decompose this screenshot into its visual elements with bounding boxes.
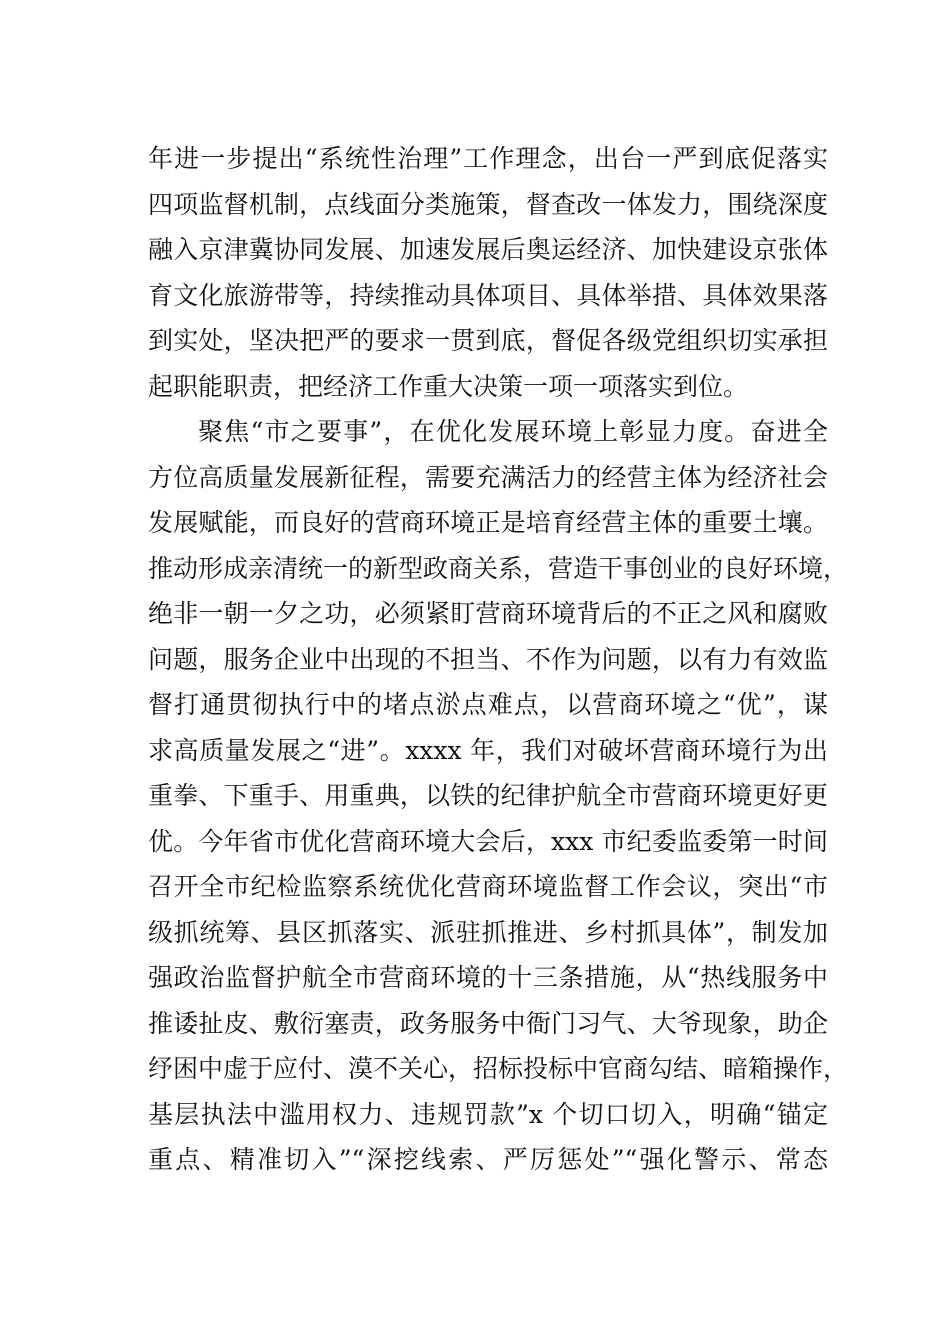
text-line: 重拳、下重手、用重典，以铁的纪律护航全市营商环境更好更 [148,781,828,810]
text-line: 召开全市纪检监察系统优化营商环境监督工作会议，突出“市 [148,872,828,901]
text-line: 督打通贯彻执行中的堵点淤点难点，以营商环境之“优”，谋 [148,690,828,719]
text-line: 推动形成亲清统一的新型政商关系，营造干事创业的良好环境， [148,553,849,583]
text-line: 重点、精准切入”“深挖线索、严厉惩处”“强化警示、常态 [148,1145,828,1174]
text-line: 优。今年省市优化营商环境大会后，xxx 市纪委监委第一时间 [148,826,828,856]
text-line: 融入京津冀协同发展、加速发展后奥运经济、加快建设京张体 [148,235,828,264]
text-line: 级抓统筹、县区抓落实、派驻抓推进、乡村抓具体”，制发加 [148,917,828,947]
text-line: 强政治监督护航全市营商环境的十三条措施，从“热线服务中 [148,963,828,992]
text-line: 到实处，坚决把严的要求一贯到底，督促各级党组织切实承担 [148,326,828,355]
text-line: 起职能职责，把经济工作重大决策一项一项落实到位。 [148,371,749,401]
text-line: 推诿扯皮、敷衍塞责，政务服务中衙门习气、大爷现象，助企 [148,1008,828,1038]
text-line: 基层执法中滥用权力、违规罚款”x 个切口切入，明确“锚定 [148,1099,828,1129]
text-line: 发展赋能，而良好的营商环境正是培育经营主体的重要土壤。 [148,508,828,537]
text-line: 年进一步提出“系统性治理”工作理念，出台一严到底促落实 [148,144,828,173]
body-text [148,136,849,1183]
text-line: 问题，服务企业中出现的不担当、不作为问题，以有力有效监 [148,644,828,674]
text-line: 四项监督机制，点线面分类施策，督查改一体发力，围绕深度 [148,189,828,219]
text-line: 纾困中虚于应付、漠不关心，招标投标中官商勾结、暗箱操作， [148,1054,849,1083]
text-line: 聚焦“市之要事”，在优化发展环境上彰显力度。奋进全 [198,417,828,446]
text-line: 绝非一朝一夕之功，必须紧盯营商环境背后的不正之风和腐败 [148,599,828,628]
text-line: 方位高质量发展新征程，需要充满活力的经营主体为经济社会 [148,462,828,492]
text-line: 育文化旅游带等，持续推动具体项目、具体举措、具体效果落 [148,280,828,310]
text-line: 求高质量发展之“进”。xxxx 年，我们对破坏营商环境行为出 [148,735,828,765]
